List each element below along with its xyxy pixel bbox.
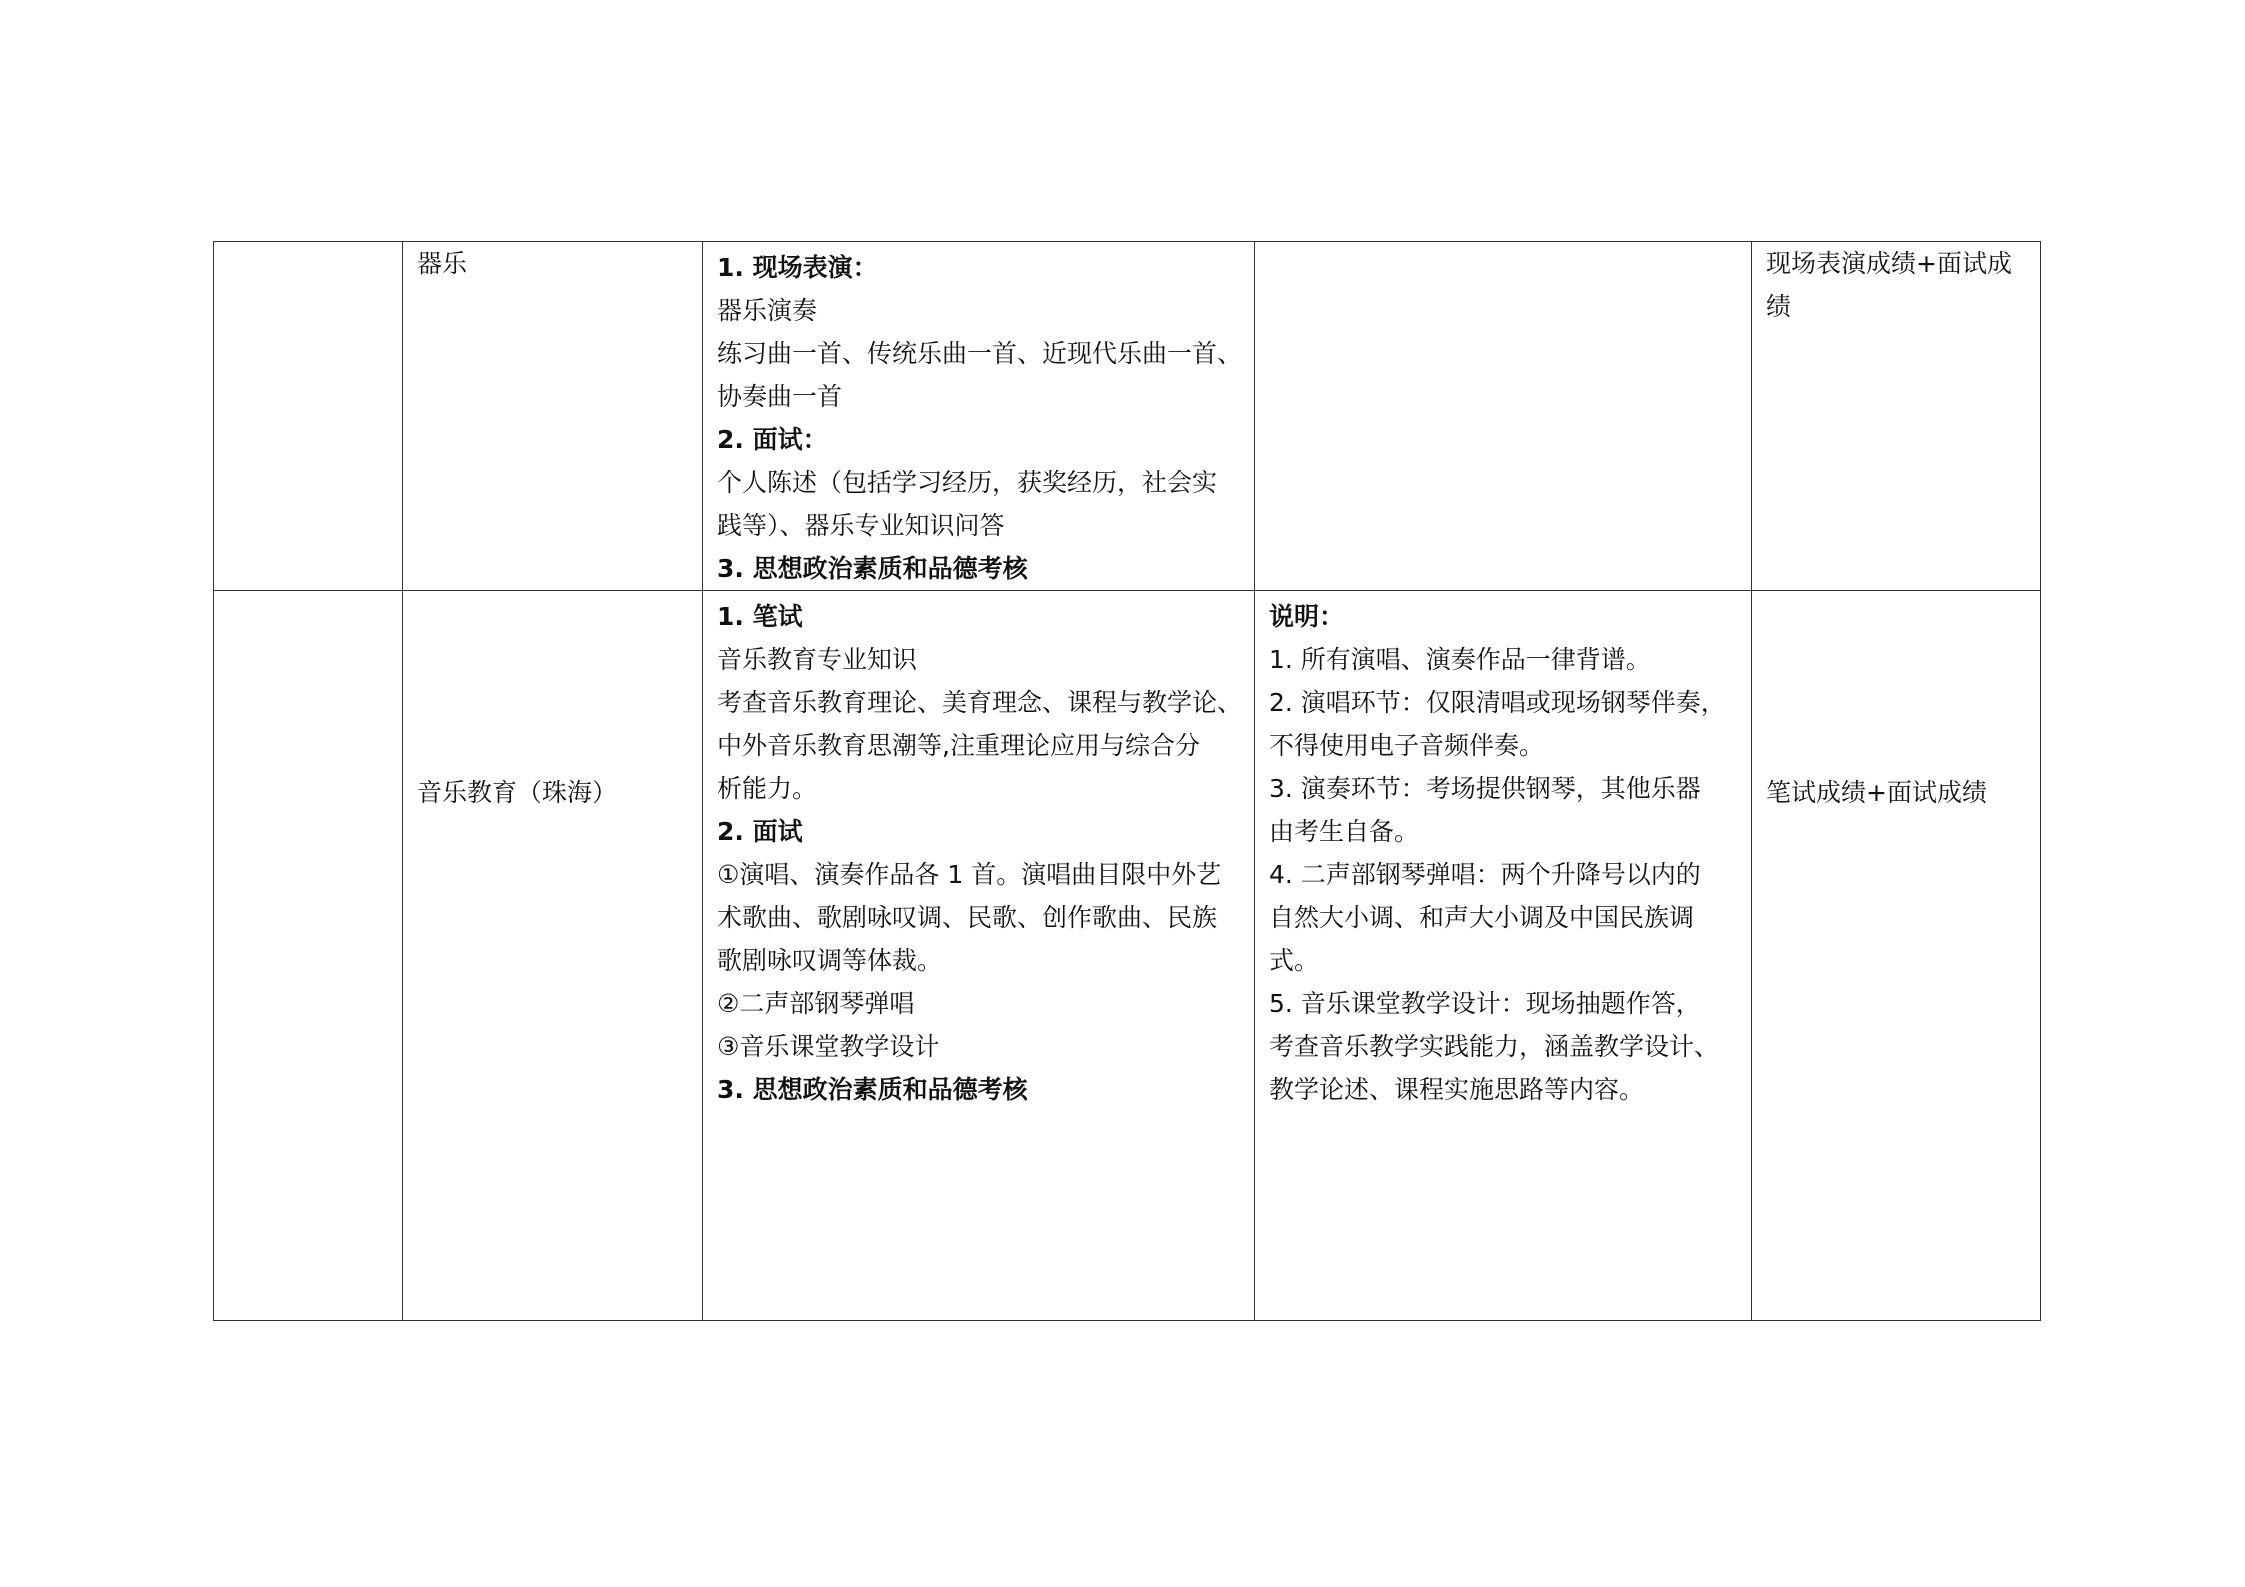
scoring-cell — [1752, 591, 2041, 1321]
text-line: 练习曲一首、传统乐曲一首、近现代乐曲一首、 — [717, 339, 1243, 368]
subject-cell — [403, 591, 703, 1321]
text-line: 说明： — [1269, 602, 1345, 631]
text-line: 中外音乐教育思潮等,注重理论应用与综合分 — [717, 731, 1200, 760]
scoring-text: 笔试成绩+面试成绩 — [1766, 778, 1987, 807]
text-line: 自然大小调、和声大小调及中国民族调 — [1269, 903, 1695, 932]
text-line: 2. 面试： — [717, 425, 828, 454]
content-list — [703, 591, 1254, 1111]
notes-list — [1255, 591, 1751, 1111]
scoring-cell — [1752, 242, 2041, 591]
subject-name: 音乐教育（珠海） — [417, 778, 618, 807]
text-line: 1. 现场表演： — [717, 253, 878, 282]
subject-name: 器乐 — [417, 249, 468, 278]
text-line: 考查音乐教育理论、美育理念、课程与教学论、 — [717, 688, 1243, 717]
text-line: 践等）、器乐专业知识问答 — [717, 511, 1005, 540]
scoring-text: 现场表演成绩+面试成绩 — [1766, 249, 2012, 321]
category-cell — [214, 242, 403, 591]
subject-cell — [403, 242, 703, 591]
text-line: 3. 演奏环节：考场提供钢琴，其他乐器 — [1269, 774, 1701, 803]
text-line: 不得使用电子音频伴奏。 — [1269, 731, 1545, 760]
content-cell — [703, 591, 1255, 1321]
notes-cell — [1255, 242, 1752, 591]
table-row-instrumental — [214, 242, 2041, 591]
category-cell — [214, 591, 403, 1321]
table-row-music-education — [214, 591, 2041, 1321]
text-line: 5. 音乐课堂教学设计：现场抽题作答， — [1269, 989, 1701, 1018]
text-line: ③音乐课堂教学设计 — [717, 1032, 940, 1061]
text-line: 协奏曲一首 — [717, 382, 843, 411]
exam-requirements-table — [213, 241, 2041, 1321]
text-line: 歌剧咏叹调等体裁。 — [717, 946, 943, 975]
text-line: 式。 — [1269, 946, 1320, 975]
text-line: 考查音乐教学实践能力，涵盖教学设计、 — [1269, 1032, 1720, 1061]
notes-list — [1255, 242, 1751, 246]
text-line: 由考生自备。 — [1269, 817, 1420, 846]
text-line: 术歌曲、歌剧咏叹调、民歌、创作歌曲、民族 — [717, 903, 1218, 932]
text-line: 2. 演唱环节：仅限清唱或现场钢琴伴奏， — [1269, 688, 1726, 717]
text-line: 1. 笔试 — [717, 602, 803, 631]
text-line: 2. 面试 — [717, 817, 803, 846]
text-line: 1. 所有演唱、演奏作品一律背谱。 — [1269, 645, 1651, 674]
content-list — [703, 242, 1254, 590]
text-line: ②二声部钢琴弹唱 — [717, 989, 915, 1018]
text-line: 3. 思想政治素质和品德考核 — [717, 554, 1028, 583]
text-line: 个人陈述（包括学习经历，获奖经历，社会实 — [717, 468, 1218, 497]
text-line: 3. 思想政治素质和品德考核 — [717, 1075, 1028, 1104]
text-line: 器乐演奏 — [717, 296, 818, 325]
notes-cell — [1255, 591, 1752, 1321]
content-cell — [703, 242, 1255, 591]
text-line: 析能力。 — [717, 774, 818, 803]
text-line: 4. 二声部钢琴弹唱：两个升降号以内的 — [1269, 860, 1701, 889]
text-line: 音乐教育专业知识 — [717, 645, 918, 674]
text-line: ①演唱、演奏作品各 1 首。演唱曲目限中外艺 — [717, 860, 1222, 889]
text-line: 教学论述、课程实施思路等内容。 — [1269, 1075, 1645, 1104]
